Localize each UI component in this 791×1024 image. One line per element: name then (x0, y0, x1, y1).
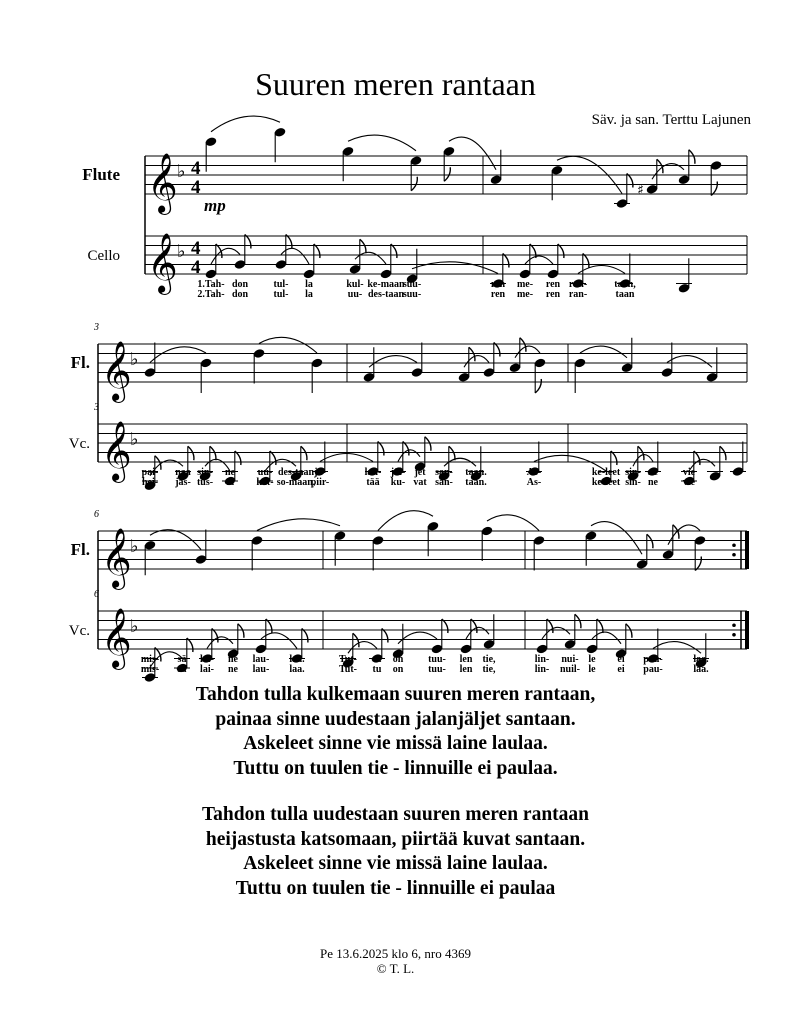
score-lyric: sä (177, 654, 187, 665)
key-signature-flat-icon: ♭ (130, 428, 139, 450)
score-lyric: ne (225, 467, 235, 478)
note-flag (627, 174, 633, 188)
instrument-label-cello: Vc. (68, 622, 90, 639)
note-flag (597, 619, 603, 633)
treble-clef-icon: 𝄞 (101, 341, 132, 401)
score-lyric: nui- (561, 654, 579, 665)
treble-clef-icon: 𝄞 (147, 153, 178, 213)
note-flag (378, 442, 384, 456)
score-lyric: ta (225, 477, 235, 488)
key-signature-flat-icon: ♭ (130, 535, 139, 557)
score-lyric: lau- (252, 654, 270, 665)
note-flag (494, 343, 500, 357)
dynamic-marking: mp (204, 196, 226, 215)
score-lyric: suu- (402, 279, 422, 290)
score-lyric: taan (615, 289, 635, 300)
score-lyric: ja- (314, 467, 326, 478)
lyrics-line: heijastusta katsomaan, piirtää kuvat santaan. (205, 828, 586, 850)
slur (464, 356, 489, 368)
repeat-dot (732, 623, 736, 627)
slur (398, 632, 437, 644)
repeat-dot (732, 633, 736, 637)
score-lyric: lai- (200, 654, 214, 665)
score-lyric: ren (490, 289, 506, 300)
treble-clef-icon: 𝄞 (101, 421, 132, 481)
score-lyric: ren (490, 279, 506, 290)
score-lyric: ne (648, 467, 658, 478)
score-lyric: le (588, 664, 596, 675)
score-lyric: hei- (141, 477, 159, 488)
score-lyric: ku- (390, 477, 406, 488)
note-flag (187, 638, 193, 652)
note-flag (530, 244, 536, 258)
score-lyric: pai- (141, 467, 159, 478)
score-lyric: ren (545, 289, 561, 300)
key-signature-flat-icon: ♭ (130, 348, 139, 370)
score-lyric: sin- (625, 477, 641, 488)
note-flag (210, 446, 216, 460)
note-flag (266, 619, 272, 633)
score-lyric: tu (372, 654, 382, 665)
lyrics-line: Tahdon tulla kulkemaan suuren meren rantaan, (195, 684, 596, 705)
score-lyric: tul- (273, 289, 289, 300)
composer-credit: Säv. ja san. Terttu Lajunen (591, 112, 751, 128)
sharp-icon: ♯ (637, 182, 644, 199)
slur (211, 116, 280, 132)
score-lyric: ke-maan (367, 279, 405, 290)
time-signature-top: 4 (191, 158, 201, 179)
note-flag (720, 446, 726, 460)
key-signature-flat-icon: ♭ (130, 615, 139, 637)
score-lyric: As- (526, 477, 542, 488)
footer-date: Pe 13.6.2025 klo 6, nro 4369 (320, 946, 471, 961)
score-lyric: jet (414, 467, 426, 478)
instrument-label-flute: Fl. (70, 352, 90, 372)
score-lyric: lin- (534, 664, 550, 675)
slur (259, 337, 317, 353)
note-flag (382, 629, 388, 643)
time-signature-top: 4 (191, 238, 201, 259)
score-lyric: 1.Tah- (197, 279, 225, 290)
score-lyric: ke-leet (591, 477, 621, 488)
slur (369, 356, 417, 368)
score-lyric: ren (545, 279, 561, 290)
slur (580, 346, 627, 358)
score-lyric: mis- (140, 654, 160, 665)
score-lyric: tuu- (428, 654, 446, 665)
score-lyric: naa (175, 467, 191, 478)
note-flag (689, 150, 695, 164)
score-lyric: so-maan, (276, 477, 316, 488)
slur (261, 633, 297, 649)
score-lyric: As- (526, 467, 542, 478)
score-lyric: tus- (196, 477, 214, 488)
score-lyric: kat- (256, 477, 274, 488)
measure-number: 3 (94, 402, 99, 413)
score-lyric: Tut- (339, 654, 357, 665)
score-lyric: me- (516, 279, 534, 290)
score-lyric: len (459, 654, 473, 665)
score-lyric: des-taan (367, 289, 405, 300)
instrument-label-flute: Fl. (70, 539, 90, 559)
score-lyric: la (305, 289, 313, 300)
score-lyric: pau- (643, 654, 663, 665)
note-flag (238, 624, 244, 638)
slur (150, 530, 201, 550)
note-flag (647, 534, 653, 548)
note-flag (575, 614, 581, 628)
treble-clef-icon: 𝄞 (147, 233, 178, 293)
slur (591, 522, 642, 555)
note-flag (583, 254, 589, 268)
note-flag (360, 239, 366, 253)
time-signature-bottom: 4 (191, 177, 201, 198)
footer-copyright: © T. L. (376, 961, 415, 976)
score-lyric: kul- (346, 279, 364, 290)
score-lyric: ne (228, 664, 238, 675)
score-lyric: taan. (465, 467, 487, 478)
measure-number: 6 (94, 509, 99, 520)
note-flag (695, 557, 701, 571)
score-lyric: lin- (534, 654, 550, 665)
instrument-label-cello: Vc. (68, 435, 90, 452)
note-flag (444, 167, 450, 181)
score-lyric: don (231, 289, 249, 300)
measure-number: 6 (94, 589, 99, 600)
score-lyric: uu- (257, 467, 273, 478)
score-lyric: me- (516, 289, 534, 300)
score-lyric: sin- (197, 467, 213, 478)
note-flag (626, 624, 632, 638)
score-lyric: tu (372, 664, 382, 675)
slur (466, 627, 489, 639)
score-lyric: tie, (482, 664, 496, 675)
note-flag (449, 446, 455, 460)
score-lyric: san- (435, 477, 453, 488)
slur (378, 511, 433, 531)
slur (525, 256, 553, 264)
note-flag (235, 451, 241, 465)
slur (487, 515, 539, 531)
score-lyric: don (231, 279, 249, 290)
score-lyric: laa. (693, 664, 709, 675)
score-lyric: laa. (693, 654, 709, 665)
score-lyric: jas- (175, 477, 191, 488)
note-flag (503, 254, 509, 268)
lyrics-block (0, 683, 791, 901)
page-title: Suuren meren rantaan (255, 66, 536, 102)
score-lyric: nuil- (559, 664, 581, 675)
slur (578, 266, 625, 274)
lyrics-line: Tuttu on tuulen tie - linnuille ei paulaa. (233, 757, 558, 779)
score-lyric: on (392, 654, 404, 665)
score-lyric: laa. (289, 654, 305, 665)
score-lyric: ne (648, 477, 658, 488)
score-lyric: Tut- (339, 664, 357, 675)
lyrics-stanza-1 (0, 683, 791, 781)
measure-number: 3 (94, 322, 99, 333)
key-signature-flat-icon: ♭ (177, 160, 186, 182)
lyrics-stanza-2 (0, 803, 791, 901)
slur (348, 135, 416, 151)
note-flag (391, 244, 397, 258)
repeat-dot (732, 553, 736, 557)
lyrics-line: Tuttu on tuulen tie - linnuille ei paulaa (235, 877, 556, 899)
note-flag (411, 177, 417, 191)
score-lyric: mis- (140, 664, 160, 675)
score-lyric: sä (177, 664, 187, 675)
score-lyric: laa. (289, 664, 305, 675)
lyrics-line: painaa sinne uudestaan jalanjäljet santaan. (215, 708, 576, 730)
score-lyric: tää (366, 477, 380, 488)
score-lyric: la (305, 279, 313, 290)
note-flag (711, 182, 717, 196)
score-lyric: on (392, 664, 404, 675)
slur (633, 455, 653, 467)
note-flag (535, 379, 541, 393)
score-lyric: ran- (568, 289, 588, 300)
score-lyric: ei (617, 654, 625, 665)
score-lyric: ne (228, 654, 238, 665)
score-lyric: 2.Tah- (197, 289, 225, 300)
score-lyric: len (459, 664, 473, 675)
score-lyric: lan- (364, 467, 382, 478)
slur (449, 137, 496, 170)
score-lyric: uu- (347, 289, 363, 300)
score-lyric: le (588, 654, 596, 665)
score-lyric: ran- (568, 279, 588, 290)
score-lyric: des-taan (277, 467, 315, 478)
slur (207, 637, 233, 649)
score-lyric: jäl- (390, 467, 406, 478)
note-flag (286, 235, 292, 249)
slur (667, 356, 712, 368)
score-lyric: ei (617, 664, 625, 675)
slur (412, 262, 498, 274)
note-flag (611, 451, 617, 465)
lyrics-line: Askeleet sinne vie missä laine laulaa. (243, 733, 548, 754)
note-flag (302, 629, 308, 643)
score-lyric: taan. (465, 477, 487, 488)
lyrics-line: Tahdon tulla uudestaan suuren meren rantaan (201, 804, 590, 825)
note-flag (301, 446, 307, 460)
score-lyric: suu- (402, 289, 422, 300)
lyrics-line: Askeleet sinne vie missä laine laulaa. (243, 853, 548, 874)
score-lyric: tuu- (428, 664, 446, 675)
score-lyric: piir- (310, 477, 330, 488)
treble-clef-icon: 𝄞 (101, 528, 132, 588)
note-flag (314, 244, 320, 258)
score-lyric: tul- (273, 279, 289, 290)
key-signature-flat-icon: ♭ (177, 240, 186, 262)
repeat-dot (732, 543, 736, 547)
treble-clef-icon: 𝄞 (101, 608, 132, 668)
slur (150, 347, 206, 363)
note-flag (558, 244, 564, 258)
note-flag (673, 525, 679, 539)
slur (653, 642, 701, 654)
score-lyric: taan, (614, 279, 636, 290)
slur (257, 519, 340, 531)
score-lyric: pau- (643, 664, 663, 675)
instrument-label-flute: Flute (82, 164, 120, 184)
score-lyric: vie (682, 477, 696, 488)
note-flag (188, 446, 194, 460)
slur (515, 346, 540, 358)
score-lyric: lau- (252, 664, 270, 675)
score-lyric: ke-leet (591, 467, 621, 478)
instrument-label-cello: Cello (87, 247, 120, 264)
time-signature-bottom: 4 (191, 257, 201, 278)
footer (0, 946, 791, 976)
score-lyric: vie (682, 467, 696, 478)
slur (542, 627, 570, 639)
score-lyric: sin- (625, 467, 641, 478)
note-flag (245, 235, 251, 249)
score-lyric: lai- (200, 664, 214, 675)
note-flag (442, 619, 448, 633)
score-lyric: tie, (482, 654, 496, 665)
score-lyric: vat (413, 477, 427, 488)
score-lyric: san- (435, 467, 453, 478)
note-flag (425, 437, 431, 451)
